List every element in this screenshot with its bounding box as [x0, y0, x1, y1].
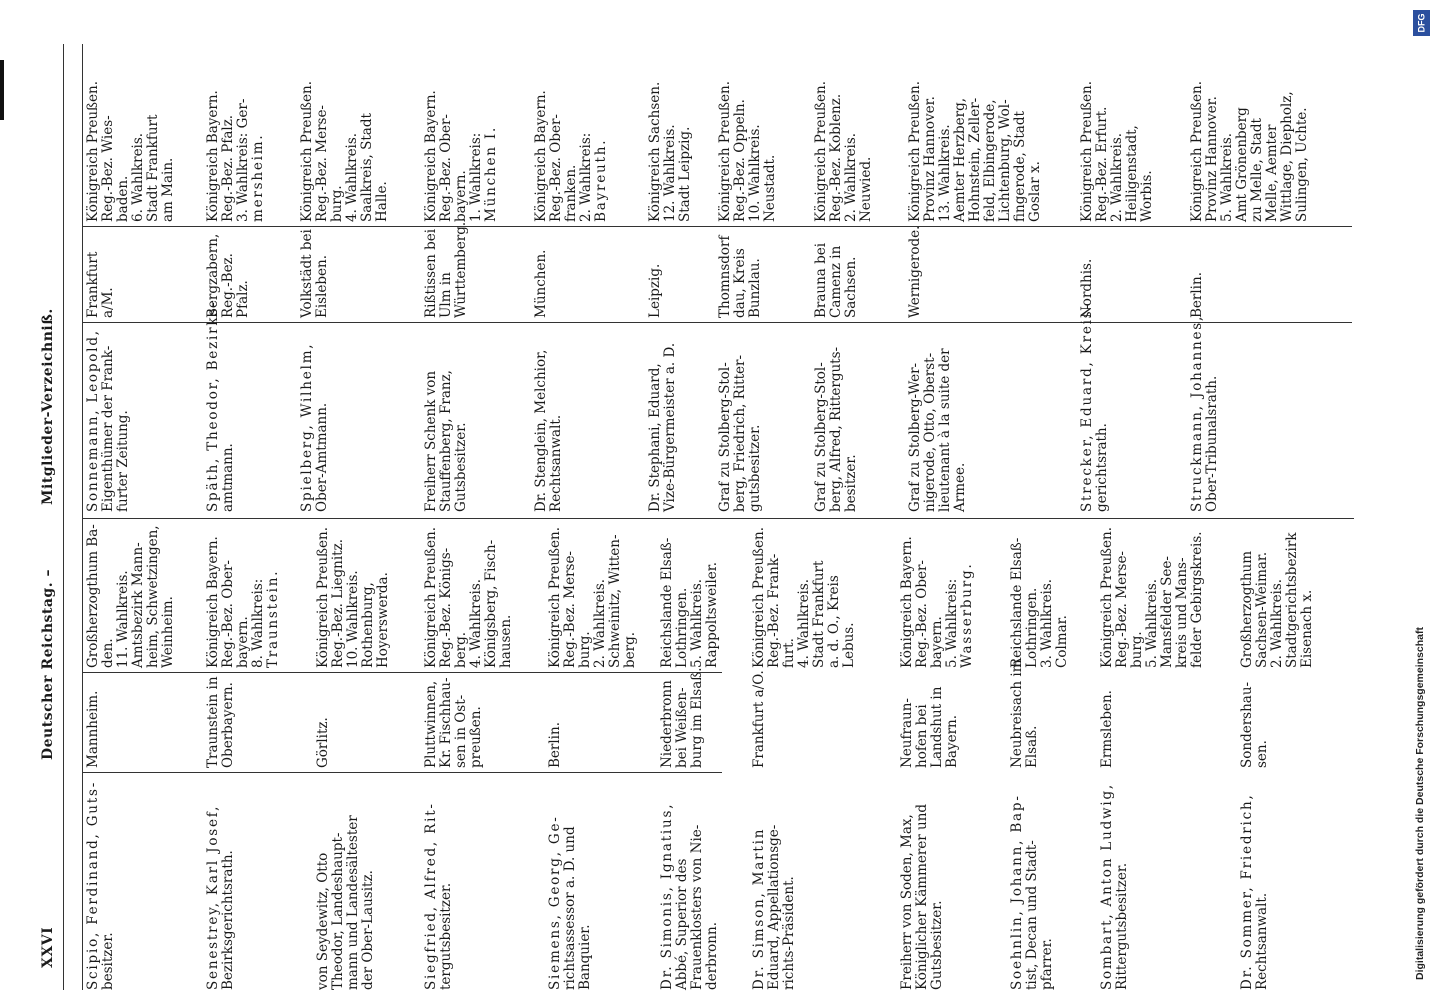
left-entry-residence: Ermsleben. — [1099, 690, 1115, 768]
left-col-divider-residence — [82, 672, 722, 673]
right-entry-district: Königreich Preußen. Provinz Hannover. 13. Wahlkreis. Aemter Herzberg, Hohnstein, Zeller- feld, Elbingerode, Lichtenburg, Wol- fingerode, Stadt Goslar x. — [907, 80, 1043, 222]
right-entry-district: Königreich Preußen. Reg.-Bez. Koblenz. 2. Wahlkreis. Neuwied. — [813, 80, 874, 222]
right-entry-name: Dr. Stenglein, Melchior, Rechtsanwalt. — [533, 349, 564, 512]
left-entry-district: Großherzogthum Sachsen-Weimar. 2. Wahlkreis. Stadtgerichtsbezirk Eisenach x. — [1239, 532, 1315, 668]
right-entry-district: Königreich Preußen. Provinz Hannover. 5. Wahlkreis. Amt Grönenberg zu Melle, Stadt Melle, Aemter Wittlage, Diepholz, Sulingen, Uchte. — [1189, 80, 1310, 222]
left-entry-name: von Seydewitz, Otto Theodor, Landeshaupt- mann und Landesältester der Ober-Lausitz. — [315, 815, 376, 990]
left-entry-name: Soehnlin, Johann, Bap- tist, Decan und Stadt- pfarrer. — [1009, 794, 1055, 990]
dfg-logo-label: DFG — [1416, 13, 1427, 33]
left-entry-residence: Berlin. — [547, 722, 563, 768]
right-entry-district: Königreich Preußen. Reg.-Bez. Oppeln. 10. Wahlkreis. Neustadt. — [717, 80, 778, 222]
table-inner-border — [82, 44, 83, 990]
right-entry-name: Graf zu Stolberg-Stol- berg, Alfred, Ritterguts- besitzer. — [813, 346, 859, 512]
left-entry-residence: Görlitz. — [315, 717, 331, 768]
right-entry-residence: München. — [533, 249, 549, 318]
table-left-border — [63, 44, 64, 990]
right-entry-district: Königreich Bayern. Reg.-Bez. Ober- franken. 2. Wahlkreis: Bayreuth. — [533, 90, 609, 222]
left-entry-name: Freiherr von Soden, Max, Königlicher Kämmerer und Gutsbesitzer. — [899, 803, 945, 990]
scan-edge-mark — [0, 60, 4, 120]
left-entry-residence: Mannheim. — [85, 690, 101, 768]
right-entry-name: Struckmann, Johannes, Ober-Tribunalsrath. — [1189, 314, 1220, 512]
left-entry-residence: Frankfurt a/O. — [751, 670, 767, 768]
left-entry-residence: Neufraun- hofen bei Landshut in Bayern. — [899, 686, 960, 768]
left-entry-residence: Neubreisach im Elsaß. — [1009, 659, 1040, 768]
right-col-divider-residence — [82, 226, 1352, 227]
right-entry-name: Sonnemann, Leopold, Eigenthümer der Frank- furter Zeitung. — [85, 329, 131, 512]
right-entry-residence: Rißtissen bei Ulm in Württemberg. — [423, 221, 469, 318]
dfg-logo — [1413, 10, 1430, 36]
header-right: Mitglieder-Verzeichniß. — [40, 308, 56, 505]
right-entry-residence: Nordhis. — [1079, 258, 1095, 318]
right-entry-name: Graf zu Stolberg-Stol- berg, Friedrich, Ritter- gutsbesitzer. — [717, 354, 763, 512]
right-entry-name: Graf zu Stolberg-Wer- nigerode, Otto, Oberst- lieutenant à la suite der Armee. — [907, 348, 968, 512]
right-entry-district: Königreich Preußen. Reg.-Bez. Erfurt. 2. Wahlkreis. Heiligenstadt, Worbis. — [1079, 80, 1155, 222]
left-entry-district: Königreich Preußen. Reg.-Bez. Frank- furt. 4. Wahlkreis. Stadt Frankfurt a. d. O., Kreis Lebus. — [751, 526, 857, 668]
left-entry-district: Königreich Preußen. Reg.-Bez. Merse- burg. 2. Wahlkreis. Schweinitz, Witten- berg. — [547, 526, 638, 668]
left-entry-residence: Pluttwinnen, Kr. Fischhau- sen in Ost- preußen. — [423, 677, 484, 768]
mid-divider — [82, 518, 1354, 519]
left-entry-residence: Niederbronn bei Weißen- burg im Elsaß. — [659, 667, 705, 768]
left-entry-name: Dr. Simonis, Ignatius, Abbé, Superior des Frauenklosters von Nie- derbronn. — [659, 802, 720, 990]
left-entry-district: Königreich Preußen. Reg.-Bez. Liegnitz. 10. Wahlkreis. Rothenburg, Hoyerswerda. — [315, 526, 391, 668]
left-entry-district: Reichslande Elsaß- Lothringen. 3. Wahlkreis. Colmar. — [1009, 537, 1070, 668]
left-entry-district: Königreich Bayern. Reg.-Bez. Ober- bayern. 5. Wahlkreis: Wasserburg. — [899, 536, 975, 668]
right-entry-residence: Bergzabern, Reg.-Bez. Pfalz. — [205, 233, 251, 318]
right-entry-district: Königreich Bayern. Reg.-Bez. Pfalz. 3. Wahlkreis: Ger- mersheim. — [205, 90, 266, 222]
left-entry-district: Königreich Bayern. Reg.-Bez. Ober- bayern. 8. Wahlkreis: Traunstein. — [205, 536, 281, 668]
left-entry-district: Großherzogthum Ba- den. 11. Wahlkreis. Amtsbezirk Mann- heim, Schwetzingen, Weinheim. — [85, 524, 176, 668]
right-col-divider-name — [82, 322, 1352, 323]
right-entry-name: Spielberg, Wilhelm, Ober-Amtmann. — [299, 342, 330, 512]
left-entry-name: Scipio, Ferdinand, Guts- besitzer. — [85, 780, 116, 990]
header-left: Deutscher Reichstag. – — [40, 569, 56, 760]
left-entry-district: Königreich Preußen. Reg.-Bez. Königs- berg. 4. Wahlkreis. Königsberg, Fisch- hausen. — [423, 526, 514, 668]
right-entry-residence: Frankfurt a/M. — [85, 251, 116, 318]
left-entry-name: Senestrey, Karl Josef, Bezirksgerichtsrath. — [205, 804, 236, 990]
right-entry-residence: Berlin. — [1189, 272, 1205, 318]
left-entry-residence: Traunstein in Oberbayern. — [205, 676, 236, 768]
left-col-divider-name — [82, 772, 722, 773]
right-entry-residence: Wernigerode. — [907, 225, 923, 318]
right-entry-residence: Leipzig. — [647, 263, 663, 318]
funding-credit-strip — [1410, 0, 1432, 1000]
funding-credit-text: Digitalisierung gefördert durch die Deutsche Forschungsgemeinschaft — [1414, 627, 1426, 980]
right-entry-name: Dr. Stephani, Eduard, Vize-Bürgermeister a. D. — [647, 342, 678, 512]
left-entry-name: Siegfried, Alfred, Rit- tergutsbesitzer. — [423, 802, 454, 990]
left-entry-name: Siemens, Georg, Ge- richtsassessor a. D. und Banquier. — [547, 815, 593, 990]
right-entry-residence: Volkstädt bei Eisleben. — [299, 229, 330, 318]
right-entry-name: Freiherr Schenk von Stauffenberg, Franz, Gutsbesitzer. — [423, 370, 469, 512]
left-entry-residence: Sondershau- sen. — [1239, 681, 1270, 768]
right-entry-district: Königreich Preußen. Reg.-Bez. Merse- burg. 4. Wahlkreis. Saalkreis, Stadt Halle. — [299, 80, 390, 222]
right-entry-district: Königreich Sachsen. 12. Wahlkreis. Stadt Leipzig. — [647, 81, 693, 222]
right-entry-name: Strecker, Eduard, Kreis- gerichtsrath. — [1079, 303, 1110, 512]
left-entry-district: Reichslande Elsaß- Lothringen. 5. Wahlkreis. Rappoltsweiler. — [659, 537, 720, 668]
page-number: XXVI — [40, 926, 56, 968]
right-entry-residence: Brauna bei Camenz in Sachsen. — [813, 242, 859, 318]
left-entry-district: Königreich Preußen. Reg.-Bez. Merse- burg. 5. Wahlkreis. Mansfelder See- kreis und Mans- felder Gebirgskreis. — [1099, 526, 1205, 668]
left-entry-name: Dr. Simson, Martin Eduard, Appellationsge- richts-Präsident. — [751, 824, 797, 990]
right-entry-residence: Thomnsdorf dau, Kreis Bunzlau. — [717, 235, 763, 318]
right-entry-district: Königreich Preußen. Reg.-Bez. Wies- baden. 6. Wahlkreis. Stadt Frankfurt am Main. — [85, 80, 176, 222]
right-entry-name: Späth, Theodor, Bezirks- amtmann. — [205, 300, 236, 512]
left-entry-name: Dr. Sommer, Friedrich, Rechtsanwalt. — [1239, 793, 1270, 990]
left-entry-name: Sombart, Anton Ludwig, Rittergutsbesitzer. — [1099, 782, 1130, 990]
right-entry-district: Königreich Bayern. Reg.-Bez. Ober- bayern. 1. Wahlkreis: München I. — [423, 90, 499, 222]
